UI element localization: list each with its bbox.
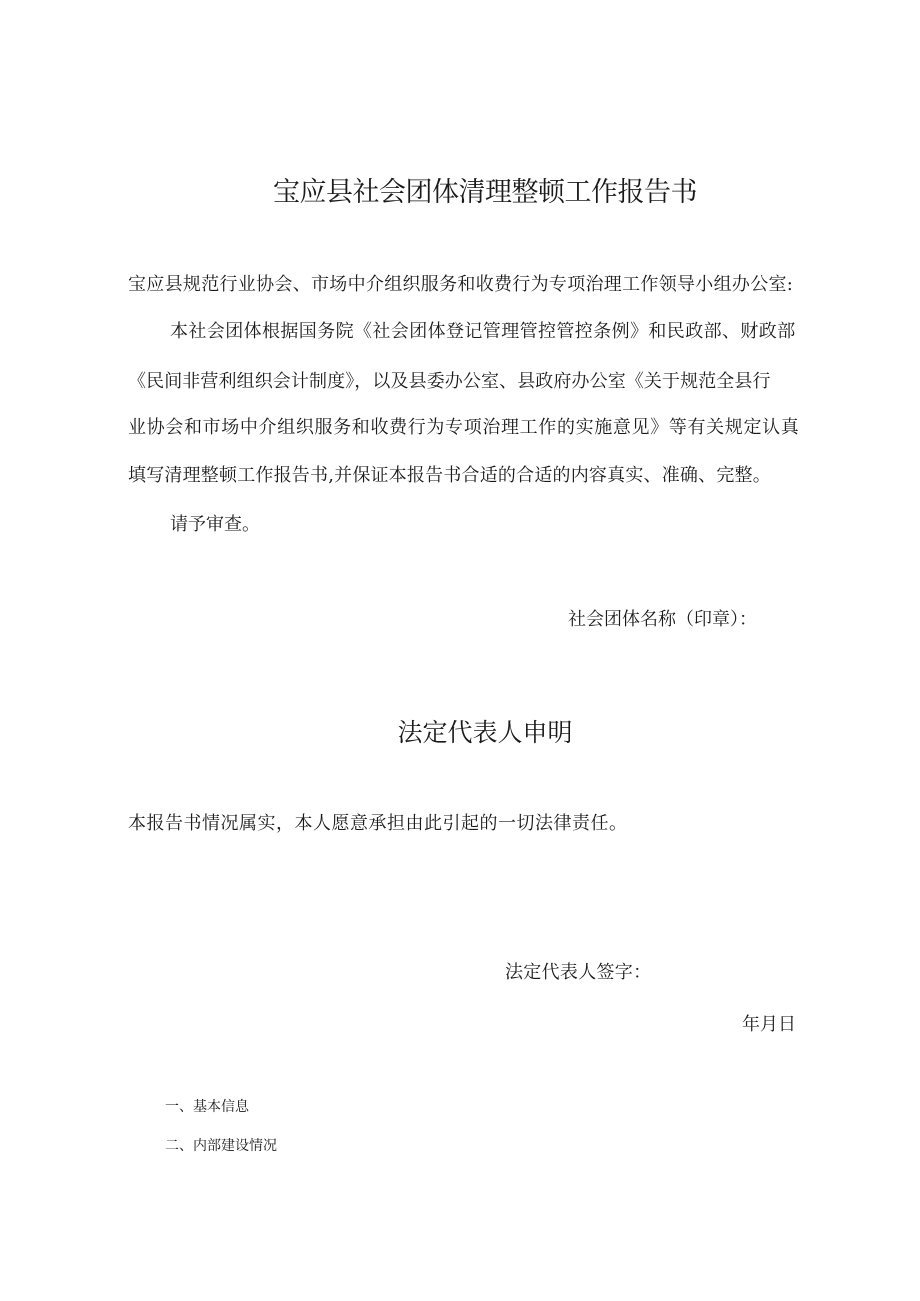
body-line-4: 填写清理整顿工作报告书,并保证本报告书合适的合适的内容真实、准确、完整。: [128, 465, 771, 486]
declaration-title: 法定代表人申明: [397, 718, 573, 747]
declaration-statement: 本报告书情况属实，本人愿意承担由此引起的一切法律责任。: [128, 813, 628, 834]
addressee-line: 宝应县规范行业协会、市场中介组织服务和收费行为专项治理工作领导小组办公室:: [128, 274, 794, 295]
body-line-2: 《民间非营利组织会计制度》，以及县委办公室、县政府办公室《关于规范全县行: [128, 371, 771, 392]
signature-label: 法定代表人签字：: [505, 962, 652, 983]
org-name-seal-label: 社会团体名称（印章）：: [568, 609, 757, 630]
report-title: 宝应县社会团体清理整顿工作报告书: [273, 177, 697, 208]
body-line-3: 业协会和市场中介组织服务和收费行为专项治理工作的实施意见》等有关规定认真: [128, 417, 800, 438]
date-label: 年月日: [742, 1014, 796, 1035]
section-heading-basic-info: 一、基本信息: [165, 1099, 249, 1115]
review-request: 请予审查。: [170, 514, 260, 535]
section-heading-internal-construction: 二、内部建设情况: [165, 1138, 277, 1154]
body-line-1: 本社会团体根据国务院《社会团体登记管理管控管控条例》和民政部、财政部: [170, 321, 796, 342]
